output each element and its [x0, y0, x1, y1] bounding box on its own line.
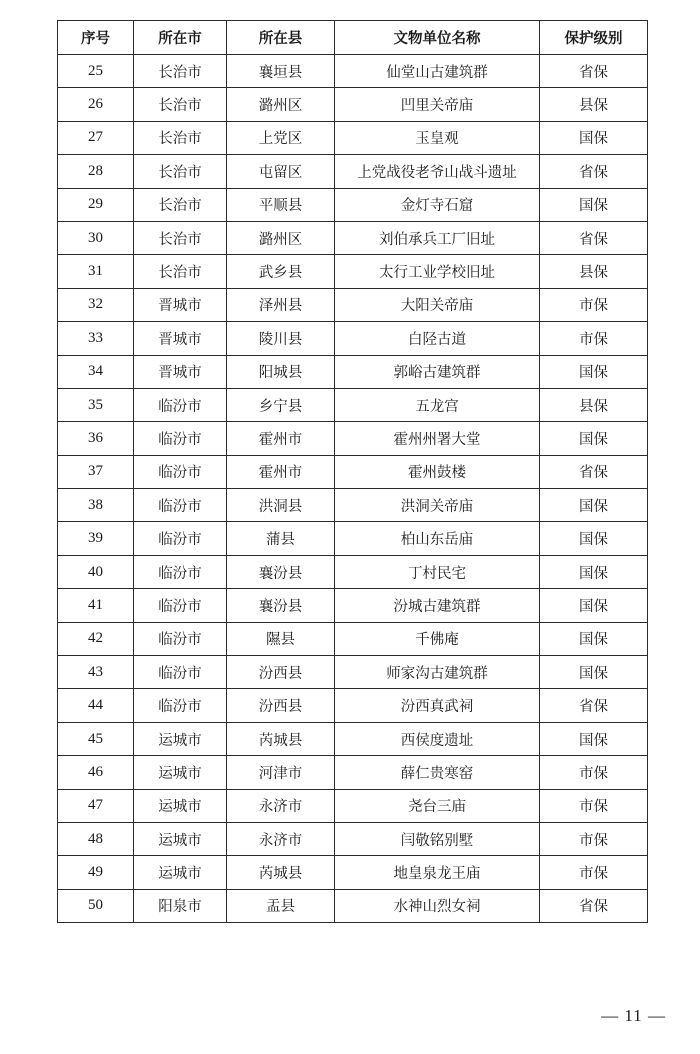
cell-city: 长治市: [134, 88, 227, 121]
cell-city: 晋城市: [134, 322, 227, 355]
cell-protection-level: 县保: [540, 88, 648, 121]
cell-city: 运城市: [134, 856, 227, 889]
cell-county: 阳城县: [227, 355, 335, 388]
table-row: [58, 455, 648, 488]
cell-protection-level: 国保: [540, 656, 648, 689]
cell-site-name: 五龙宫: [335, 388, 540, 421]
cell-serial-number: 35: [58, 388, 134, 421]
table-row: [58, 889, 648, 922]
cell-site-name: 师家沟古建筑群: [335, 656, 540, 689]
cell-county: 河津市: [227, 756, 335, 789]
cell-city: 长治市: [134, 155, 227, 188]
cell-county: 汾西县: [227, 689, 335, 722]
cell-serial-number: 27: [58, 121, 134, 154]
table-row: [58, 355, 648, 388]
cell-protection-level: 国保: [540, 355, 648, 388]
table-row: [58, 522, 648, 555]
cell-city: 运城市: [134, 789, 227, 822]
cell-city: 晋城市: [134, 355, 227, 388]
cell-city: 临汾市: [134, 622, 227, 655]
header-serial-number: 序号: [58, 21, 134, 55]
cell-county: 霍州市: [227, 422, 335, 455]
cell-protection-level: 国保: [540, 589, 648, 622]
cell-serial-number: 32: [58, 288, 134, 321]
cell-site-name: 凹里关帝庙: [335, 88, 540, 121]
cell-county: 芮城县: [227, 722, 335, 755]
cell-site-name: 仙堂山古建筑群: [335, 55, 540, 88]
cell-city: 临汾市: [134, 589, 227, 622]
cell-city: 长治市: [134, 221, 227, 254]
cell-county: 隰县: [227, 622, 335, 655]
cell-protection-level: 市保: [540, 288, 648, 321]
table-row: [58, 756, 648, 789]
cell-site-name: 闫敬铭别墅: [335, 822, 540, 855]
table-body: [58, 55, 648, 923]
cell-serial-number: 48: [58, 822, 134, 855]
cell-serial-number: 46: [58, 756, 134, 789]
cell-county: 霍州市: [227, 455, 335, 488]
cell-serial-number: 41: [58, 589, 134, 622]
cell-protection-level: 国保: [540, 422, 648, 455]
header-city: 所在市: [134, 21, 227, 55]
table-row: [58, 622, 648, 655]
table-row: [58, 322, 648, 355]
cell-serial-number: 40: [58, 555, 134, 588]
cell-site-name: 郭峪古建筑群: [335, 355, 540, 388]
cell-serial-number: 25: [58, 55, 134, 88]
table-row: [58, 422, 648, 455]
cell-county: 潞州区: [227, 221, 335, 254]
cell-county: 永济市: [227, 822, 335, 855]
cell-site-name: 水神山烈女祠: [335, 889, 540, 922]
cell-county: 潞州区: [227, 88, 335, 121]
table-row: [58, 822, 648, 855]
cell-city: 长治市: [134, 188, 227, 221]
cell-site-name: 上党战役老爷山战斗遗址: [335, 155, 540, 188]
cell-serial-number: 39: [58, 522, 134, 555]
cell-city: 临汾市: [134, 422, 227, 455]
cell-city: 临汾市: [134, 689, 227, 722]
header-site-name: 文物单位名称: [335, 21, 540, 55]
cell-county: 洪洞县: [227, 489, 335, 522]
cell-site-name: 洪洞关帝庙: [335, 489, 540, 522]
cell-protection-level: 国保: [540, 121, 648, 154]
table-row: [58, 88, 648, 121]
cell-protection-level: 县保: [540, 255, 648, 288]
cell-site-name: 千佛庵: [335, 622, 540, 655]
cell-site-name: 霍州鼓楼: [335, 455, 540, 488]
table-header-row: [58, 21, 648, 55]
table-row: [58, 589, 648, 622]
cell-protection-level: 市保: [540, 322, 648, 355]
cell-protection-level: 省保: [540, 155, 648, 188]
cell-city: 临汾市: [134, 388, 227, 421]
cell-city: 运城市: [134, 722, 227, 755]
cell-site-name: 柏山东岳庙: [335, 522, 540, 555]
cell-protection-level: 市保: [540, 856, 648, 889]
cell-protection-level: 市保: [540, 756, 648, 789]
cell-protection-level: 国保: [540, 555, 648, 588]
cell-city: 临汾市: [134, 555, 227, 588]
cell-protection-level: 市保: [540, 789, 648, 822]
cell-protection-level: 国保: [540, 188, 648, 221]
cell-serial-number: 43: [58, 656, 134, 689]
table-row: [58, 722, 648, 755]
heritage-table-container: [57, 20, 647, 923]
cell-serial-number: 49: [58, 856, 134, 889]
cell-serial-number: 34: [58, 355, 134, 388]
cell-site-name: 金灯寺石窟: [335, 188, 540, 221]
cell-protection-level: 国保: [540, 622, 648, 655]
table-row: [58, 55, 648, 88]
cell-serial-number: 42: [58, 622, 134, 655]
table-row: [58, 188, 648, 221]
header-protection-level: 保护级别: [540, 21, 648, 55]
cell-county: 陵川县: [227, 322, 335, 355]
cell-site-name: 刘伯承兵工厂旧址: [335, 221, 540, 254]
cell-county: 武乡县: [227, 255, 335, 288]
cell-serial-number: 29: [58, 188, 134, 221]
cell-county: 乡宁县: [227, 388, 335, 421]
cell-site-name: 白陉古道: [335, 322, 540, 355]
cell-serial-number: 47: [58, 789, 134, 822]
cell-county: 平顺县: [227, 188, 335, 221]
cell-site-name: 地皇泉龙王庙: [335, 856, 540, 889]
cell-county: 芮城县: [227, 856, 335, 889]
cell-city: 临汾市: [134, 656, 227, 689]
table-row: [58, 856, 648, 889]
table-row: [58, 288, 648, 321]
page-number: — 11 —: [601, 1006, 666, 1025]
table-row: [58, 121, 648, 154]
table-row: [58, 489, 648, 522]
cell-city: 运城市: [134, 822, 227, 855]
cell-county: 永济市: [227, 789, 335, 822]
cell-city: 长治市: [134, 255, 227, 288]
cell-serial-number: 28: [58, 155, 134, 188]
cell-county: 上党区: [227, 121, 335, 154]
cell-county: 蒲县: [227, 522, 335, 555]
cell-city: 长治市: [134, 55, 227, 88]
cell-serial-number: 31: [58, 255, 134, 288]
table-row: [58, 155, 648, 188]
table-row: [58, 221, 648, 254]
cell-site-name: 霍州州署大堂: [335, 422, 540, 455]
cell-serial-number: 45: [58, 722, 134, 755]
cell-serial-number: 50: [58, 889, 134, 922]
header-county: 所在县: [227, 21, 335, 55]
cell-city: 临汾市: [134, 489, 227, 522]
table-row: [58, 656, 648, 689]
cell-protection-level: 县保: [540, 388, 648, 421]
cell-site-name: 尧台三庙: [335, 789, 540, 822]
cell-county: 盂县: [227, 889, 335, 922]
cell-serial-number: 37: [58, 455, 134, 488]
cell-site-name: 玉皇观: [335, 121, 540, 154]
cell-site-name: 大阳关帝庙: [335, 288, 540, 321]
cell-serial-number: 36: [58, 422, 134, 455]
cell-protection-level: 市保: [540, 822, 648, 855]
heritage-sites-table: [57, 20, 648, 923]
table-row: [58, 255, 648, 288]
cell-protection-level: 国保: [540, 522, 648, 555]
cell-protection-level: 省保: [540, 889, 648, 922]
cell-county: 襄汾县: [227, 589, 335, 622]
cell-city: 临汾市: [134, 455, 227, 488]
cell-county: 襄汾县: [227, 555, 335, 588]
cell-protection-level: 省保: [540, 221, 648, 254]
cell-site-name: 汾城古建筑群: [335, 589, 540, 622]
cell-serial-number: 30: [58, 221, 134, 254]
cell-city: 运城市: [134, 756, 227, 789]
cell-serial-number: 44: [58, 689, 134, 722]
cell-protection-level: 省保: [540, 55, 648, 88]
cell-site-name: 西侯度遗址: [335, 722, 540, 755]
cell-city: 临汾市: [134, 522, 227, 555]
cell-county: 屯留区: [227, 155, 335, 188]
cell-protection-level: 国保: [540, 722, 648, 755]
cell-serial-number: 26: [58, 88, 134, 121]
cell-site-name: 丁村民宅: [335, 555, 540, 588]
cell-city: 阳泉市: [134, 889, 227, 922]
cell-site-name: 薛仁贵寒窑: [335, 756, 540, 789]
cell-city: 晋城市: [134, 288, 227, 321]
cell-protection-level: 省保: [540, 689, 648, 722]
table-row: [58, 689, 648, 722]
cell-protection-level: 省保: [540, 455, 648, 488]
cell-county: 襄垣县: [227, 55, 335, 88]
table-row: [58, 789, 648, 822]
cell-protection-level: 国保: [540, 489, 648, 522]
table-row: [58, 388, 648, 421]
cell-county: 汾西县: [227, 656, 335, 689]
cell-serial-number: 33: [58, 322, 134, 355]
cell-site-name: 汾西真武祠: [335, 689, 540, 722]
cell-city: 长治市: [134, 121, 227, 154]
cell-serial-number: 38: [58, 489, 134, 522]
cell-county: 泽州县: [227, 288, 335, 321]
cell-site-name: 太行工业学校旧址: [335, 255, 540, 288]
table-row: [58, 555, 648, 588]
